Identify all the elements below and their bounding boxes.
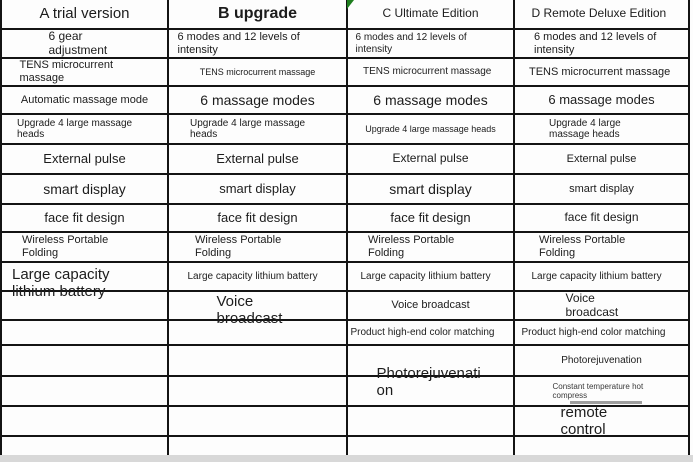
cell-a-face: [2, 205, 167, 231]
cell-a-heads: [2, 115, 167, 143]
cell-b-battery: [169, 263, 346, 290]
bottom-gray-strip: [0, 455, 693, 462]
feature-text: Voice broadcast: [216, 292, 283, 327]
feature-text: 6 gear adjustment: [48, 28, 108, 57]
column-header: A trial version: [39, 5, 130, 23]
cell-b-display: [169, 175, 346, 203]
smudge-line: [570, 401, 642, 404]
cell-c-display: [348, 175, 513, 203]
cell-c-pulse: [348, 145, 513, 173]
cell-c-color: [348, 321, 513, 344]
cell-a-header: [2, 0, 167, 28]
feature-text: smart display: [569, 182, 634, 195]
feature-text: smart display: [389, 180, 472, 197]
cell-b-folding: [169, 233, 346, 261]
cell-d-color: [515, 321, 688, 344]
feature-text: Upgrade 4 large massage heads: [17, 117, 133, 140]
feature-text: 6 massage modes: [373, 91, 488, 108]
feature-text: Upgrade 4 large massage heads: [549, 117, 621, 140]
feature-text: face fit design: [564, 210, 639, 225]
feature-text: smart display: [219, 180, 296, 196]
feature-text: Voice broadcast: [391, 299, 470, 312]
cell-c-modes: [348, 87, 513, 113]
feature-text: Product high-end color matching: [350, 326, 495, 338]
feature-text: Large capacity lithium battery: [531, 270, 662, 282]
cell-a-intensity: [2, 30, 167, 57]
cell-d-photorejuvenation: [515, 346, 688, 375]
cell-d-header: [515, 0, 688, 28]
cell-d-tens: [515, 59, 688, 85]
cell-d-face: [515, 205, 688, 231]
feature-text: face fit design: [217, 209, 298, 225]
cell-b-pulse: [169, 145, 346, 173]
cell-a-modes: [2, 87, 167, 113]
feature-text: Wireless Portable Folding: [368, 234, 455, 259]
cell-c-photorejuvenation: [348, 346, 513, 406]
cell-c-face: [348, 205, 513, 231]
cell-d-battery: [515, 263, 688, 290]
feature-text: TENS microcurrent massage: [19, 59, 114, 84]
cell-c-folding: [348, 233, 513, 261]
cell-a-pulse: [2, 145, 167, 173]
feature-text: face fit design: [44, 209, 125, 225]
feature-text: Upgrade 4 large massage heads: [190, 117, 306, 140]
cell-c-battery: [348, 263, 513, 290]
feature-text: Constant temperature hot compress: [552, 381, 644, 400]
cell-c-intensity: [348, 30, 513, 57]
feature-text: TENS microcurrent massage: [529, 65, 671, 78]
feature-text: Large capacity lithium battery: [12, 265, 110, 300]
feature-text: face fit design: [390, 209, 471, 225]
feature-text: 6 massage modes: [200, 91, 315, 108]
cell-c-header: [348, 0, 513, 28]
cell-b-heads: [169, 115, 346, 143]
feature-text: TENS microcurrent massage: [199, 66, 316, 77]
feature-text: Wireless Portable Folding: [539, 234, 626, 259]
feature-text: 6 massage modes: [548, 91, 655, 107]
cell-d-modes: [515, 87, 688, 113]
cell-b-intensity: [169, 30, 346, 57]
cell-d-intensity: [515, 30, 688, 57]
cell-d-folding: [515, 233, 688, 261]
feature-text: smart display: [43, 180, 126, 197]
cell-d-heads: [515, 115, 688, 143]
feature-text: 6 modes and 12 levels of intensity: [534, 30, 657, 56]
feature-text: Automatic massage mode: [20, 93, 149, 106]
feature-text: Product high-end color matching: [521, 326, 666, 338]
feature-text: Photorejuvenation: [561, 354, 642, 366]
cell-d-display: [515, 175, 688, 203]
feature-text: External pulse: [216, 150, 299, 166]
feature-text: TENS microcurrent massage: [363, 66, 492, 78]
cell-d-pulse: [515, 145, 688, 173]
cell-b-face: [169, 205, 346, 231]
feature-text: External pulse: [566, 152, 637, 165]
feature-text: Large capacity lithium battery: [360, 270, 491, 282]
cell-b-voice: [169, 292, 346, 328]
cell-d-remote-control: [515, 403, 688, 438]
feature-text: remote control: [560, 403, 608, 438]
feature-text: Large capacity lithium battery: [187, 270, 318, 282]
feature-text: External pulse: [43, 150, 126, 166]
column-header: B upgrade: [217, 4, 298, 22]
cell-a-tens: [2, 59, 167, 85]
column-header: D Remote Deluxe Edition: [531, 6, 667, 21]
feature-text: Wireless Portable Folding: [195, 234, 282, 259]
cell-c-heads: [348, 115, 513, 143]
feature-text: 6 modes and 12 levels of intensity: [177, 30, 300, 56]
feature-text: External pulse: [392, 151, 469, 166]
cell-d-voice: [515, 292, 688, 319]
cell-b-tens: [169, 59, 346, 85]
cell-a-folding: [2, 233, 167, 261]
cell-c-voice: [348, 292, 513, 319]
cell-a-display: [2, 175, 167, 203]
feature-text: Photorejuvenation: [376, 364, 481, 399]
cell-c-tens: [348, 59, 513, 85]
feature-text: Upgrade 4 large massage heads: [365, 123, 496, 134]
grid-line-v: [688, 0, 690, 455]
cell-a-battery: [2, 263, 167, 303]
cell-b-modes: [169, 87, 346, 113]
cell-b-header: [169, 0, 346, 28]
feature-text: 6 modes and 12 levels of intensity: [355, 32, 467, 55]
feature-text: Wireless Portable Folding: [22, 234, 109, 259]
column-header: C Ultimate Edition: [382, 6, 479, 21]
feature-text: Voice broadcast: [565, 290, 619, 319]
